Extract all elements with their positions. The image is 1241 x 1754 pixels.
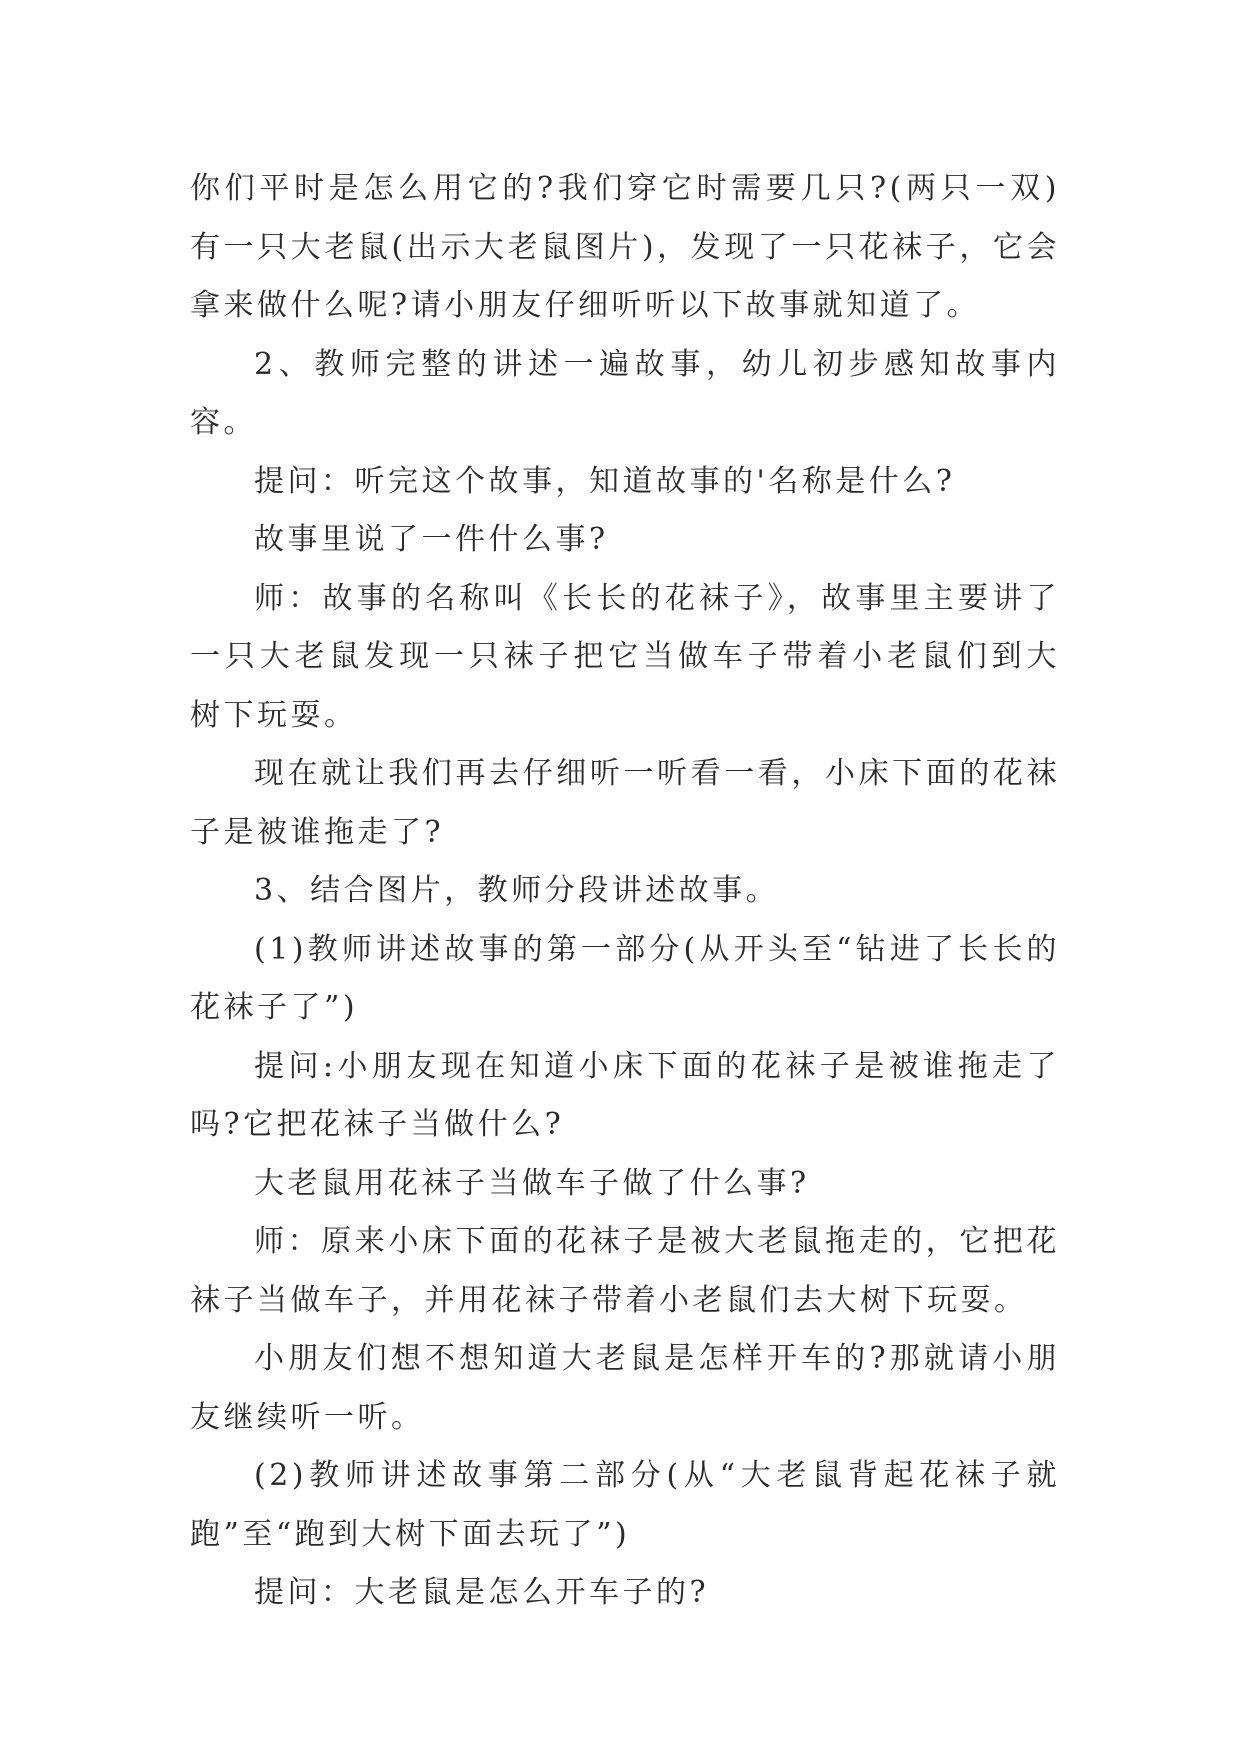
paragraph-question-2: 故事里说了一件什么事?: [254, 522, 609, 557]
document-body: [190, 160, 1060, 1623]
paragraph-continuation: 你们平时是怎么用它的?我们穿它时需要几只?(两只一双)有一只大老鼠(出示大老鼠图片)，发现了一只花袜子，它会拿来做什么呢?请小朋友仔细听听以下故事就知道了。: [190, 171, 1060, 323]
paragraph-teacher-1: 师：故事的名称叫《长长的花袜子》，故事里主要讲了一只大老鼠发现一只袜子把它当做车子带着小老鼠们到大树下玩耍。: [190, 580, 1060, 733]
paragraph-question-1: 提问：听完这个故事，知道故事的'名称是什么?: [254, 463, 956, 499]
paragraph-teacher-2: 师：原来小床下面的花袜子是被大老鼠拖走的，它把花袜子当做车子，并用花袜子带着小老鼠们去大树下玩耍。: [190, 1224, 1060, 1318]
paragraph-step-2: 2、教师完整的讲述一遍故事，幼儿初步感知故事内容。: [190, 346, 1060, 440]
paragraph-prompt-2: 小朋友们想不想知道大老鼠是怎样开车的?那就请小朋友继续听一听。: [190, 1341, 1060, 1435]
paragraph-step-3: 3、结合图片，教师分段讲述故事。: [254, 873, 780, 908]
paragraph-part-1: (1)教师讲述故事的第一部分(从开头至“钻进了长长的花袜子了”): [190, 931, 1060, 1025]
paragraph-question-3: 提问:小朋友现在知道小床下面的花袜子是被谁拖走了吗?它把花袜子当做什么?: [190, 1048, 1060, 1142]
paragraph-part-2: (2)教师讲述故事第二部分(从“大老鼠背起花袜子就跑”至“跑到大树下面去玩了”): [190, 1458, 1060, 1552]
paragraph-question-4: 大老鼠用花袜子当做车子做了什么事?: [254, 1165, 810, 1201]
paragraph-question-5: 提问：大老鼠是怎么开车子的?: [254, 1575, 710, 1610]
paragraph-prompt-1: 现在就让我们再去仔细听一听看一看，小床下面的花袜子是被谁拖走了?: [190, 756, 1060, 850]
